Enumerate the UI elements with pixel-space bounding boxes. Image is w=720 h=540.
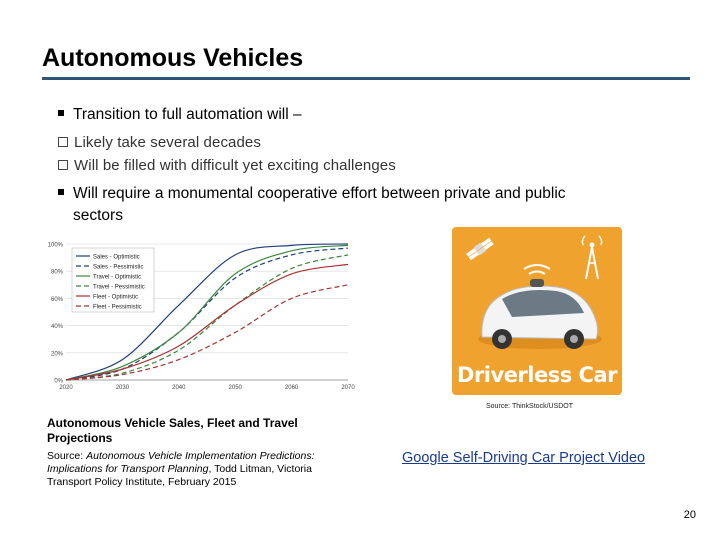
x-tick-label: 2060 (284, 385, 299, 391)
y-tick-label: 40% (50, 324, 63, 331)
chart-source (47, 450, 347, 489)
title-divider (42, 77, 690, 80)
legend-label: Fleet - Pessimistic (93, 304, 142, 311)
legend-label: Fleet - Optimistic (93, 294, 139, 301)
bullet-2-text-line1: Will require a monumental cooperative effort between private and public (73, 185, 566, 202)
legend-label: Travel - Optimistic (93, 274, 142, 281)
sub-bullet-2-text: Will be filled with difficult yet exciting challenges (74, 157, 396, 174)
chart-source-title: Autonomous Vehicle Implementation Predictions: Implications for Transport Planning (47, 450, 315, 475)
image-label: Driverless Car (457, 363, 617, 387)
checkbox-icon (58, 160, 68, 170)
driverless-car-image (452, 227, 622, 395)
checkbox-icon (58, 137, 68, 147)
page-number: 20 (683, 509, 696, 521)
bullet-1 (58, 106, 302, 124)
projection-chart (40, 236, 360, 391)
legend-label: Sales - Optimistic (93, 254, 140, 261)
sub-bullet-1 (58, 134, 261, 151)
x-tick-label: 2020 (59, 385, 73, 391)
car-icon (478, 279, 602, 349)
y-tick-label: 0% (54, 378, 63, 385)
cell-tower-icon (582, 236, 601, 279)
x-tick-label: 2070 (341, 385, 355, 391)
bullet-2-text-line2: sectors (73, 207, 123, 224)
sub-bullet-1-text: Likely take several decades (74, 134, 261, 151)
video-link[interactable]: Google Self-Driving Car Project Video (402, 450, 646, 466)
y-tick-label: 100% (47, 242, 63, 249)
x-tick-label: 2050 (228, 385, 242, 391)
bullet-2 (58, 183, 566, 227)
y-tick-label: 60% (50, 296, 63, 303)
bullet-1-text: Transition to full automation will – (73, 106, 302, 123)
chart-caption: Autonomous Vehicle Sales, Fleet and Travel Projections (47, 416, 298, 445)
sub-bullet-2 (58, 157, 396, 174)
y-tick-label: 80% (50, 269, 63, 276)
image-source: Source: ThinkStock/USDOT (486, 403, 574, 410)
x-tick-label: 2030 (115, 385, 130, 391)
y-tick-label: 20% (50, 351, 63, 358)
satellite-icon (466, 237, 495, 261)
chart-source-suffix: , Todd Litman, Victoria Transport Policy Institute, February 2015 (47, 463, 312, 488)
chart-source-prefix: Source: (47, 450, 87, 462)
legend-label: Travel - Pessimistic (93, 284, 145, 291)
bullet-square-icon (58, 110, 64, 116)
x-tick-label: 2040 (172, 385, 186, 391)
bullet-square-icon (58, 189, 64, 195)
legend-label: Sales - Pessimistic (93, 264, 144, 271)
slide-title: Autonomous Vehicles (42, 44, 304, 72)
